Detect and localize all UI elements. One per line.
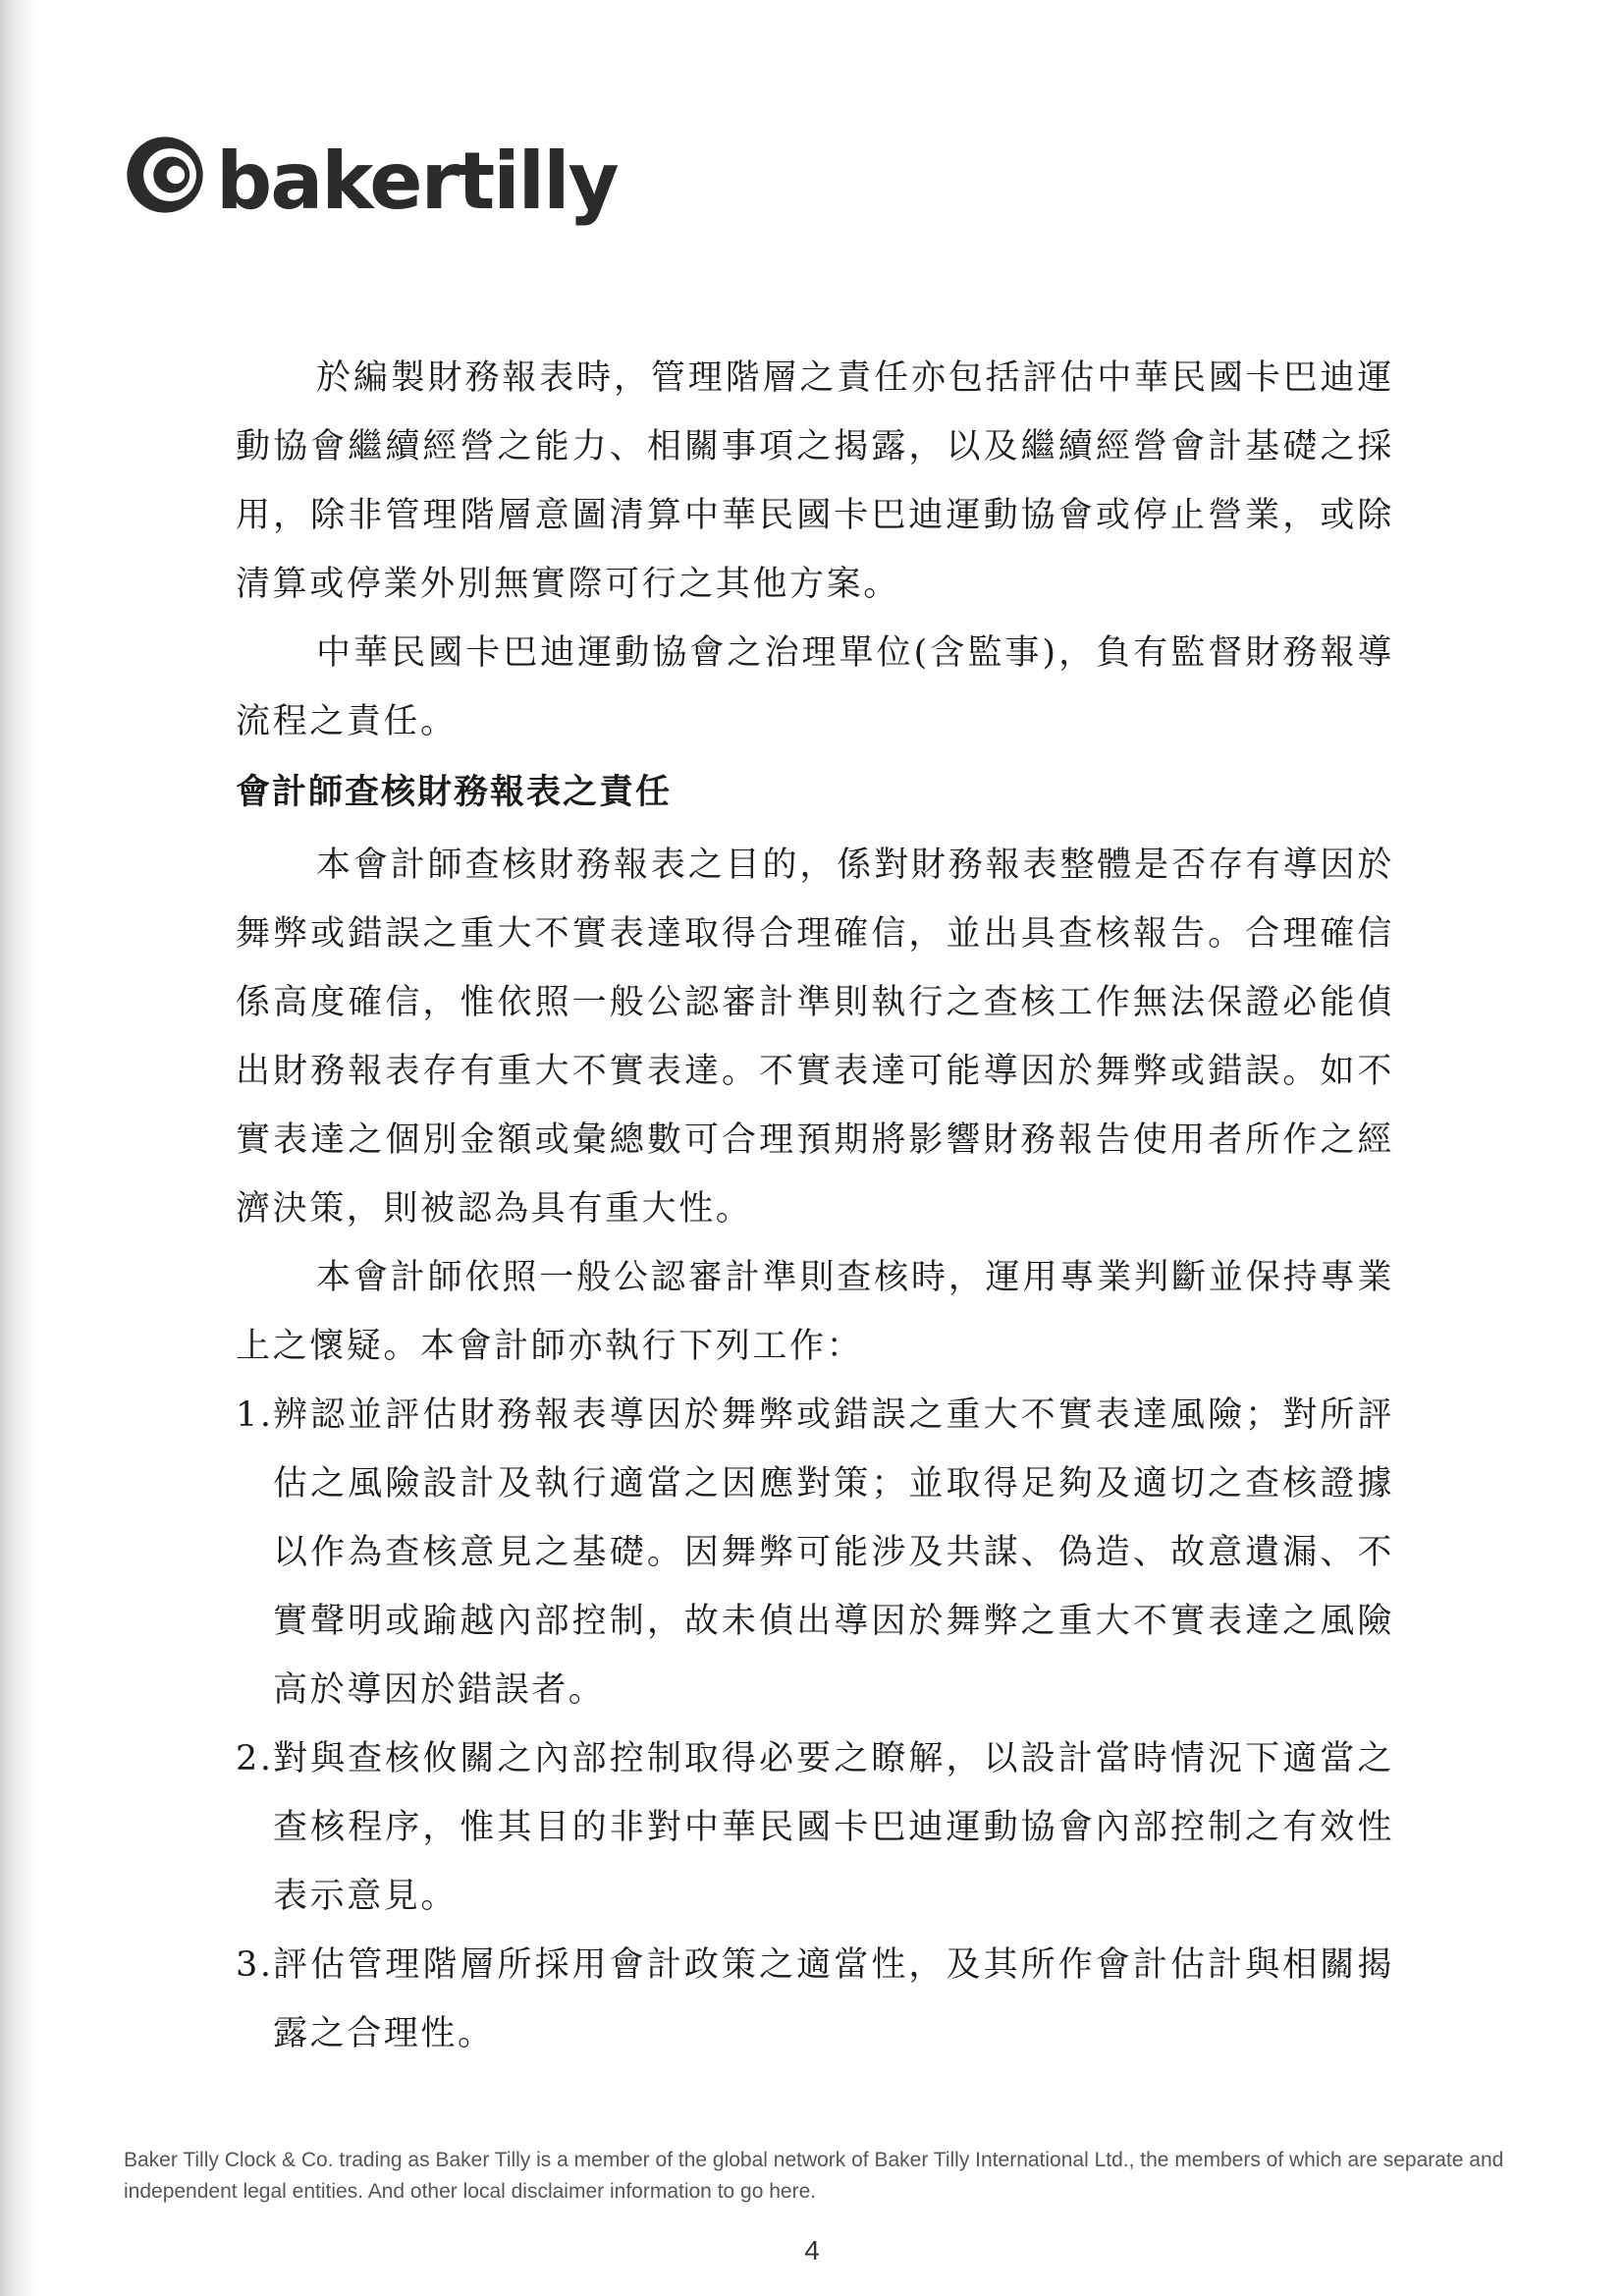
list-item-number: 1. [236,1395,274,1435]
page-number: 4 [804,2235,820,2266]
list-item-text: 評估管理階層所採用會計政策之適當性，及其所作會計估計與相關揭露之合理性。 [273,1945,1394,2053]
paragraph-audit-objective: 本會計師查核財務報表之目的，係對財務報表整體是否存有導因於舞弊或錯誤之重大不實表達取得合理確信，並出具查核報告。合理確信係高度確信，惟依照一般公認審計準則執行之查核工作無法保證必能偵出財務報表存有重大不實表達。不實表達可能導因於舞弊或錯誤。如不實表達之個別金額或彙總數可合理預期將影響財務報告使用者所作之經濟決策，則被認為具有重大性。 [236,846,1394,1229]
list-item [236,1724,1394,1931]
list-item-number: 3. [236,1945,274,1985]
footer-disclaimer: Baker Tilly Clock & Co. trading as Baker Tilly is a member of the global network of Baker Tilly International Ltd., the members of which are separate and independent legal entities. And other local disclaimer information to go here. [124,2149,1504,2203]
list-item-text: 辨認並評估財務報表導因於舞弊或錯誤之重大不實表達風險；對所評估之風險設計及執行適當之因應對策；並取得足夠及適切之查核證據以作為查核意見之基礎。因舞弊可能涉及共謀、偽造、故意遺漏、不實聲明或踰越內部控制，故未偵出導因於舞弊之重大不實表達之風險高於導因於錯誤者。 [273,1395,1394,1710]
paragraph-going-concern: 於編製財務報表時，管理階層之責任亦包括評估中華民國卡巴迪運動協會繼續經營之能力、相關事項之揭露，以及繼續經營會計基礎之採用，除非管理階層意圖清算中華民國卡巴迪運動協會或停止營業，或除清算或停業外別無實際可行之其他方案。 [236,358,1394,604]
report-body [236,344,1394,2068]
bakertilly-logo [124,116,618,234]
list-item-number: 2. [236,1739,274,1778]
list-item-text: 對與查核攸關之內部控制取得必要之瞭解，以設計當時情況下適當之查核程序，惟其目的非對中華民國卡巴迪運動協會內部控制之有效性表示意見。 [273,1739,1394,1916]
paragraph-governance: 中華民國卡巴迪運動協會之治理單位(含監事)，負有監督財務報導流程之責任。 [236,633,1394,741]
paragraph-audit-procedures-intro: 本會計師依照一般公認審計準則查核時，運用專業判斷並保持專業上之懷疑。本會計師亦執行下列工作： [236,1258,1394,1366]
scan-edge-shadow [0,0,37,2296]
section-heading: 會計師查核財務報表之責任 [236,772,673,812]
list-item [236,1931,1394,2068]
bakertilly-swirl-icon [124,134,206,216]
logo-wordmark: bakertilly [216,136,618,227]
list-item [236,1381,1394,1724]
